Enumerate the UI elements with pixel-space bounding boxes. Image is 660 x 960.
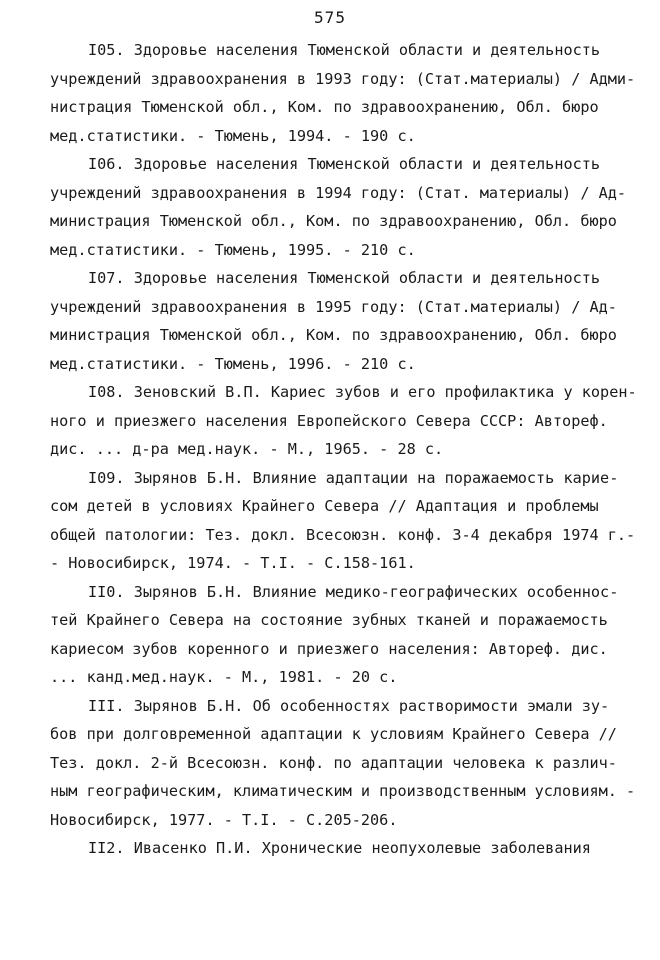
entry-line: ... канд.мед.наук. - М., 1981. - 20 с. [50, 668, 398, 686]
entry-line: мед.статистики. - Тюмень, 1996. - 210 с. [50, 354, 416, 373]
entry-line: I07. Здоровье населения Тюменской области и деятельность [88, 269, 601, 287]
entry-line: учреждений здравоохранения в 1995 году: (Стат.материалы) / Ад- [50, 297, 617, 316]
entry-line: учреждений здравоохранения в 1993 году: (Стат.материалы) / Адми- [50, 69, 636, 88]
entry-line: мед.статистики. - Тюмень, 1994. - 190 с. [50, 126, 416, 145]
entry-line: I05. Здоровье населения Тюменской области и деятельность [88, 41, 601, 59]
entry-line: III. Зырянов Б.Н. Об особенностях растворимости эмали зу- [88, 696, 610, 715]
entry-line: ного и приезжего населения Европейского Севера СССР: Автореф. [50, 411, 608, 430]
entry-line: министрация Тюменской обл., Ком. по здравоохранению, Обл. бюро [50, 326, 617, 344]
entry-line: ным географическим, климатическим и производственным условиям. - [50, 782, 636, 800]
entry-line: Новосибирск, 1977. - Т.I. - С.205-206. [50, 810, 398, 829]
entry-line: бов при долговременной адаптации к условиям Крайнего Севера // [50, 725, 617, 743]
entry-line: мед.статистики. - Тюмень, 1995. - 210 с. [50, 240, 416, 259]
entry-line: министрация Тюменской обл., Ком. по здравоохранению, Обл. бюро [50, 212, 617, 230]
entry-line: Тез. докл. 2-й Всесоюзн. конф. по адаптации человека к различ- [50, 753, 617, 772]
page-number: 575 [314, 8, 346, 27]
entry-line: II0. Зырянов Б.Н. Влияние медико-географических особеннос- [88, 582, 619, 601]
entry-line: общей патологии: Тез. докл. Всесоюзн. конф. 3-4 декабря 1974 г.- [50, 525, 636, 544]
entry-line: нистрация Тюменской обл., Ком. по здравоохранению, Обл. бюро [50, 98, 599, 116]
entry-line: дис. ... д-ра мед.наук. - М., 1965. - 28 с. [50, 440, 444, 458]
entry-line: I08. Зеновский В.П. Кариес зубов и его профилактика у корен- [88, 383, 637, 401]
entry-line: I06. Здоровье населения Тюменской области и деятельность [88, 155, 601, 173]
entry-line: тей Крайнего Севера на состояние зубных тканей и поражаемость [50, 611, 608, 629]
entry-line: сом детей в условиях Крайнего Севера // Адаптация и проблемы [50, 497, 599, 515]
entry-line: II2. Ивасенко П.И. Хронические неопухолевые заболевания [88, 839, 591, 857]
entry-line: I09. Зырянов Б.Н. Влияние адаптации на поражаемость карие- [88, 468, 619, 487]
entry-line: учреждений здравоохранения в 1994 году: (Стат. материалы) / Ад- [50, 183, 627, 202]
entry-line: кариесом зубов коренного и приезжего населения: Автореф. дис. [50, 639, 608, 658]
entry-line: - Новосибирск, 1974. - Т.I. - С.158-161. [50, 554, 416, 572]
